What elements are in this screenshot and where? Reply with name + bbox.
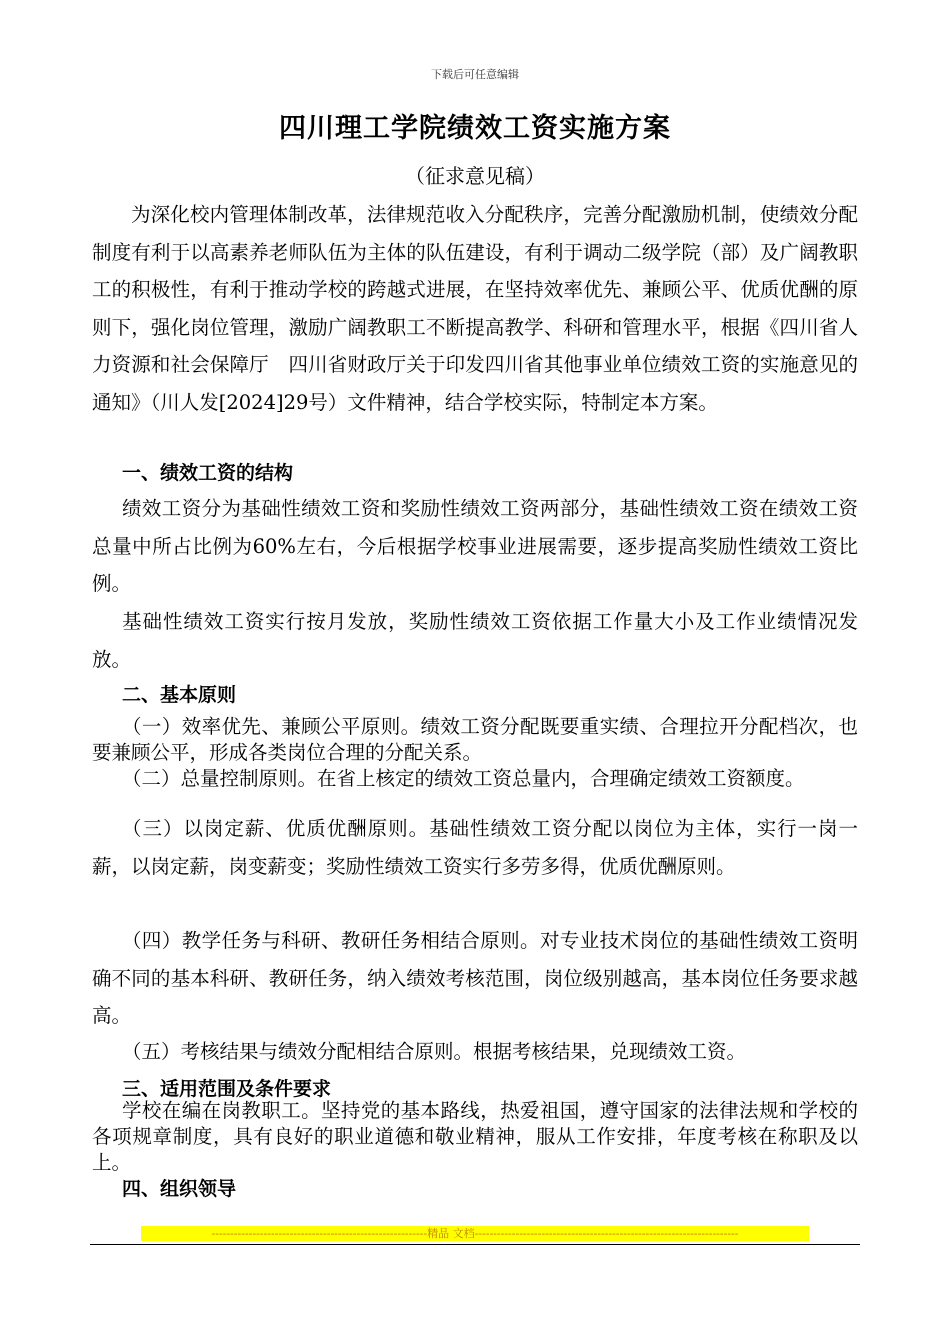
principle-item-1: （一）效率优先、兼顾公平原则。绩效工资分配既要重实绩、合理拉开分配档次，也要兼顾公平，形成各类岗位合理的分配关系。 [92, 715, 858, 764]
scope-paragraph: 学校在编在岗教职工。坚持党的基本路线，热爱祖国，遵守国家的法律法规和学校的各项规章制度，具有良好的职业道德和敬业精神，服从工作安排，年度考核在称职及以上。 [92, 1099, 858, 1174]
principle-item-2: （二）总量控制原则。在省上核定的绩效工资总量内，合理确定绩效工资额度。 [122, 767, 805, 790]
intro-paragraph: 为深化校内管理体制改革，法律规范收入分配秩序，完善分配激励机制，使绩效分配制度有利于以高素养老师队伍为主体的队伍建设，有利于调动二级学院（部）及广阔教职工的积极性，有利于推动学校的跨越式进展，在坚持效率优先、兼顾公平、优质优酬的原则下，强化岗位管理，激励广阔教职工不断提高教学、科研和管理水平，根据《四川省人力资源和社会保障厅 四川省财政厅关于印发四川省其他事业单位绩效工资的实施意见的通知》（川人发[2024]29号）文件精神，结合学校实际，特制定本方案。 [92, 203, 858, 414]
structure-paragraph-2: 基础性绩效工资实行按月发放，奖励性绩效工资依据工作量大小及工作业绩情况发放。 [92, 610, 858, 671]
section-heading-scope: 三、适用范围及条件要求 [122, 1078, 332, 1100]
footer-banner: ----------------------------------------------------------精品 文档----------------------------------------------------------------------- [141, 1226, 809, 1241]
footer-divider [90, 1244, 860, 1245]
document-title: 四川理工学院绩效工资实施方案 [279, 113, 671, 144]
section-heading-organization: 四、组织领导 [122, 1178, 237, 1200]
document-subtitle: （征求意见稿） [405, 164, 545, 188]
section-heading-principles: 二、基本原则 [122, 684, 237, 706]
principle-item-4: （四）教学任务与科研、教研任务相结合原则。对专业技术岗位的基础性绩效工资明确不同的基本科研、教研任务，纳入绩效考核范围，岗位级别越高，基本岗位任务要求越高。 [92, 929, 858, 1027]
section-heading-structure: 一、绩效工资的结构 [122, 462, 294, 484]
download-note: 下载后可任意编辑 [431, 68, 519, 81]
principle-item-3: （三）以岗定薪、优质优酬原则。基础性绩效工资分配以岗位为主体，实行一岗一薪，以岗定薪，岗变薪变；奖励性绩效工资实行多劳多得，优质优酬原则。 [92, 817, 858, 878]
principle-item-5: （五）考核结果与绩效分配相结合原则。根据考核结果，兑现绩效工资。 [122, 1040, 747, 1063]
structure-paragraph-1: 绩效工资分为基础性绩效工资和奖励性绩效工资两部分，基础性绩效工资在绩效工资总量中所占比例为60%左右，今后根据学校事业进展需要，逐步提高奖励性绩效工资比例。 [92, 497, 858, 595]
